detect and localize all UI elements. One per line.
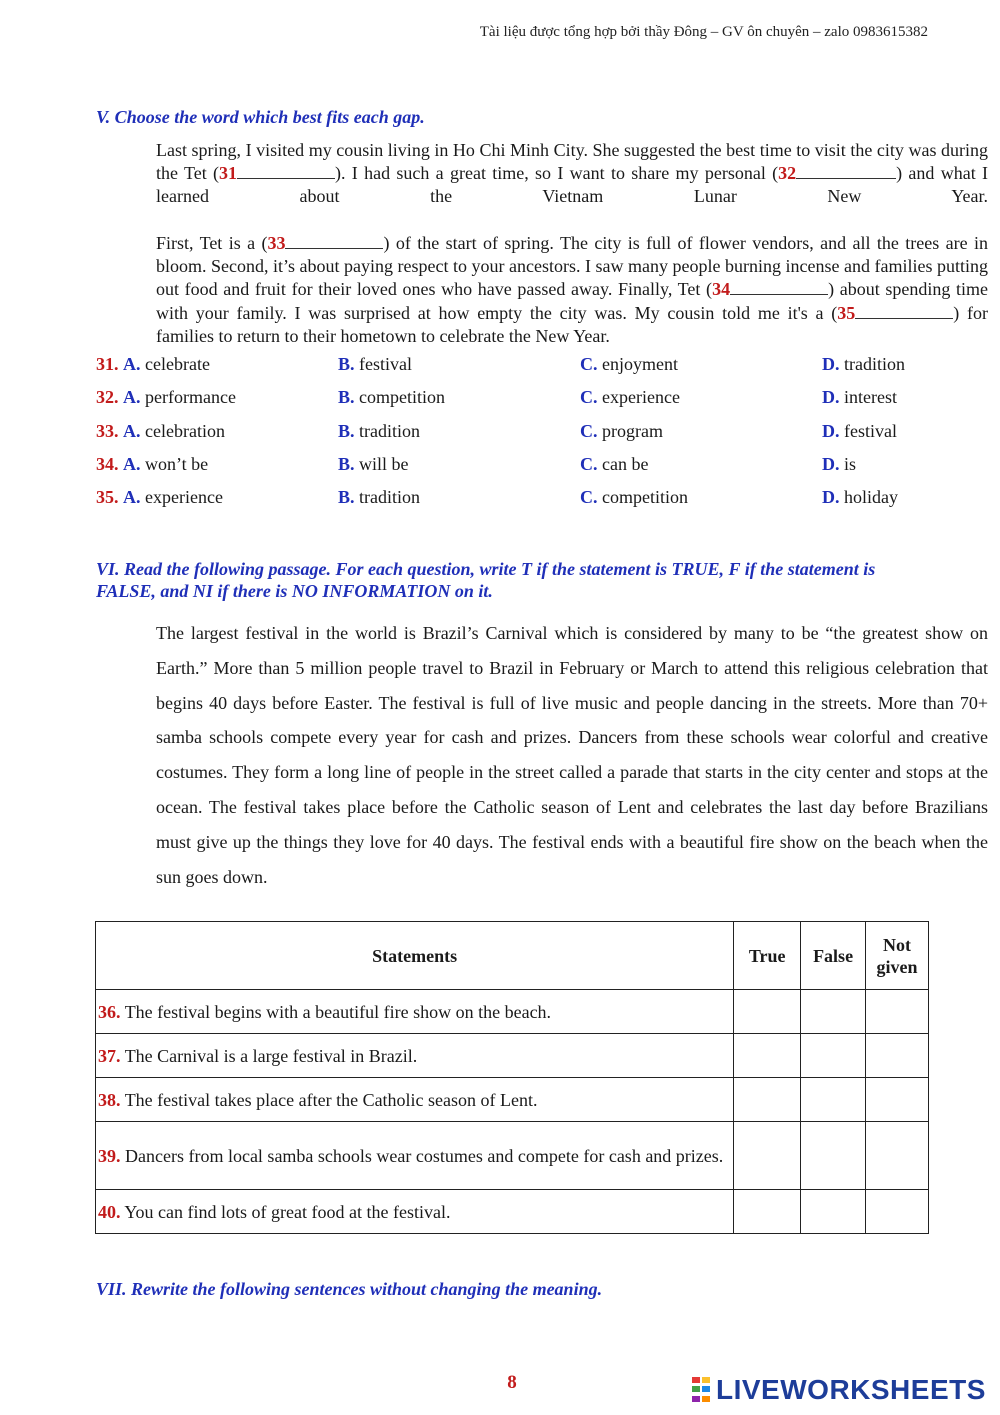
answer-cell-not-given[interactable]	[866, 1034, 929, 1078]
header-note: Tài liệu được tổng hợp bởi thầy Đông – GV ôn chuyên – zalo 0983615382	[479, 24, 928, 40]
option-31-a[interactable]	[96, 354, 210, 375]
logo-square-3	[692, 1386, 700, 1392]
answer-cell-false[interactable]	[801, 1190, 866, 1234]
p2-text-2: ) of the start of spring. The city is full of flower vendors, and all the trees are in bloom. Second, it’s about paying respect to your ancestors. I saw many people burning incense and families putting out food and fruit for their loved ones who have passed away. Finally, Tet (	[156, 233, 988, 300]
gap-blank-35[interactable]	[855, 304, 953, 319]
logo-square-5	[692, 1396, 700, 1402]
statement-text: The festival takes place after the Catholic season of Lent.	[124, 1089, 538, 1110]
option-34-a[interactable]	[96, 454, 208, 475]
logo-square-4	[702, 1386, 710, 1392]
section-6-title: VI. Read the following passage. For each question, write T if the statement is TRUE, F if the statement is FALSE, and NI if there is NO INFORMATION on it.	[96, 559, 876, 601]
option-text: celebration	[145, 420, 225, 441]
option-34-c[interactable]	[580, 454, 648, 475]
header-true: True	[734, 922, 801, 990]
logo-square-1	[692, 1377, 700, 1383]
option-text: enjoyment	[602, 354, 678, 374]
option-letter: C.	[580, 354, 598, 374]
option-text: can be	[602, 453, 649, 474]
answer-options	[96, 354, 936, 520]
answer-cell-not-given[interactable]	[866, 990, 929, 1034]
question-row-32	[96, 387, 936, 420]
option-text: program	[602, 420, 663, 441]
liveworksheets-logo-icon	[692, 1377, 712, 1403]
option-letter: C.	[580, 487, 598, 508]
question-number: 33.	[96, 420, 119, 441]
option-32-b[interactable]	[338, 387, 445, 408]
option-text: won’t be	[145, 453, 209, 474]
option-text: will be	[359, 453, 409, 474]
option-text: competition	[359, 387, 445, 408]
answer-cell-true[interactable]	[734, 990, 801, 1034]
option-33-c[interactable]	[580, 421, 663, 442]
option-34-d[interactable]	[822, 454, 856, 475]
option-text: experience	[145, 487, 223, 508]
section-5-paragraph-2	[96, 232, 988, 348]
option-35-d[interactable]	[822, 487, 898, 508]
answer-cell-true[interactable]	[734, 1122, 801, 1190]
gap-number-31: 31	[219, 163, 237, 184]
option-letter: B.	[338, 420, 355, 441]
statement-text: Dancers from local samba schools wear costumes and compete for cash and prizes.	[125, 1145, 724, 1166]
statement-36	[96, 990, 734, 1034]
gap-number-33: 33	[267, 233, 286, 253]
statement-text: The Carnival is a large festival in Brazil.	[124, 1045, 418, 1066]
answer-cell-not-given[interactable]	[866, 1078, 929, 1122]
p2-text-1: First, Tet is a (	[156, 233, 268, 253]
section-5-title: V. Choose the word which best fits each gap.	[96, 107, 425, 127]
option-text: competition	[602, 487, 688, 508]
option-letter: B.	[338, 354, 355, 374]
option-31-c[interactable]	[580, 354, 678, 375]
option-text: festival	[844, 420, 897, 441]
gap-blank-32[interactable]	[796, 164, 896, 179]
gap-blank-34[interactable]	[730, 280, 828, 295]
option-32-c[interactable]	[580, 387, 680, 408]
question-number: 34.	[96, 453, 119, 474]
option-letter: A.	[123, 387, 141, 408]
question-row-31	[96, 354, 936, 387]
option-letter: C.	[580, 453, 598, 474]
p1-text-2: ). I had such a great time, so I want to share my personal (	[335, 163, 779, 184]
p2-text-3: ) about spending time with your family. I was surprised at how empty the city was. My cousin told me it's a (	[156, 279, 988, 323]
statement-number: 38.	[98, 1089, 121, 1110]
gap-number-34: 34	[712, 279, 731, 300]
option-text: celebrate	[145, 354, 210, 374]
p1-text-3: ) and what I learned about the Vietnam Lunar New Year.	[156, 163, 989, 207]
gap-blank-33[interactable]	[285, 234, 383, 249]
statement-37	[96, 1034, 734, 1078]
statement-number: 39.	[98, 1145, 121, 1166]
question-row-35	[96, 487, 936, 520]
option-letter: A.	[123, 420, 141, 441]
answer-cell-true[interactable]	[734, 1078, 801, 1122]
answer-cell-false[interactable]	[801, 1078, 866, 1122]
gap-number-35: 35	[837, 302, 856, 323]
option-text: is	[844, 453, 857, 474]
gap-number-32: 32	[778, 163, 797, 184]
logo-text: LIVEWORKSHEETS	[716, 1374, 986, 1405]
option-text: experience	[602, 387, 680, 408]
option-text: tradition	[359, 487, 421, 508]
table-header-row	[96, 922, 929, 990]
option-letter: C.	[580, 387, 598, 408]
option-letter: B.	[338, 387, 355, 408]
option-letter: D.	[822, 420, 840, 441]
header-not-given: Not given	[866, 922, 929, 990]
option-32-d[interactable]	[822, 387, 897, 408]
option-31-d[interactable]	[822, 354, 905, 375]
p1-text-1: Last spring, I visited my cousin living in Ho Chi Minh City. She suggested the best time to visit the city was during the Tet (	[156, 140, 988, 184]
option-letter: D.	[822, 387, 840, 408]
statement-38	[96, 1078, 734, 1122]
question-row-33	[96, 421, 936, 454]
option-letter: B.	[338, 487, 355, 508]
option-33-d[interactable]	[822, 421, 897, 442]
answer-cell-not-given[interactable]	[866, 1190, 929, 1234]
statement-number: 36.	[98, 1001, 121, 1022]
p2-text-4: ) for families to return to their hometown to celebrate the New Year.	[156, 302, 989, 346]
answer-cell-false[interactable]	[801, 1122, 866, 1190]
option-letter: A.	[123, 453, 141, 474]
statement-text: You can find lots of great food at the festival.	[124, 1201, 451, 1222]
table-row	[96, 1078, 929, 1122]
liveworksheets-logo[interactable]	[692, 1374, 986, 1406]
table-row	[96, 1034, 929, 1078]
answer-cell-true[interactable]	[734, 1034, 801, 1078]
answer-cell-not-given[interactable]	[866, 1122, 929, 1190]
statement-40	[96, 1190, 734, 1234]
statement-number: 37.	[98, 1045, 121, 1066]
option-35-c[interactable]	[580, 487, 688, 508]
section-6-passage: The largest festival in the world is Brazil’s Carnival which is considered by many to be “the greatest show on Earth.” More than 5 million people travel to Brazil in February or March to attend this religious celebration that begins 40 days before Easter. The festival is full of live music and people dancing in the streets. More than 70+ samba schools compete every year for cash and prizes. Dancers from these schools wear colorful and creative costumes. They form a long line of people in the street called a parade that starts in the city center and stops at the ocean. The festival takes place before the Catholic season of Lent and celebrates the last day before Brazilians must give up the things they love for 40 days. The festival ends with a beautiful fire show on the beach when the sun goes down.	[156, 623, 988, 887]
answer-cell-false[interactable]	[801, 1034, 866, 1078]
section-5-paragraph-1	[96, 139, 988, 209]
option-letter: A.	[123, 354, 141, 374]
option-letter: D.	[822, 354, 840, 374]
option-34-b[interactable]	[338, 454, 409, 475]
option-31-b[interactable]	[338, 354, 412, 375]
question-number: 31.	[96, 354, 119, 374]
option-letter: D.	[822, 453, 840, 474]
logo-square-6	[702, 1396, 710, 1402]
option-text: performance	[145, 387, 236, 408]
option-text: holiday	[844, 487, 898, 508]
option-32-a[interactable]	[96, 387, 236, 408]
statement-text: The festival begins with a beautiful fire show on the beach.	[124, 1001, 552, 1022]
table-row	[96, 990, 929, 1034]
question-row-34	[96, 454, 936, 487]
option-letter: C.	[580, 420, 598, 441]
option-text: festival	[359, 354, 412, 374]
option-letter: B.	[338, 453, 355, 474]
option-35-a[interactable]	[96, 487, 223, 508]
page-number: 8	[507, 1372, 517, 1393]
gap-blank-31[interactable]	[237, 164, 335, 179]
option-33-a[interactable]	[96, 421, 225, 442]
option-text: tradition	[844, 354, 905, 374]
statement-39	[96, 1122, 734, 1190]
true-false-table	[95, 921, 929, 1234]
statement-number: 40.	[98, 1201, 121, 1222]
option-letter: D.	[822, 487, 840, 508]
option-text: interest	[844, 387, 897, 408]
answer-cell-true[interactable]	[734, 1190, 801, 1234]
logo-square-2	[702, 1377, 710, 1383]
table-row	[96, 1190, 929, 1234]
header-statements: Statements	[96, 922, 734, 990]
option-text: tradition	[359, 420, 421, 441]
option-35-b[interactable]	[338, 487, 420, 508]
option-letter: A.	[123, 487, 141, 508]
section-7-title: VII. Rewrite the following sentences without changing the meaning.	[96, 1279, 603, 1299]
option-33-b[interactable]	[338, 421, 420, 442]
answer-cell-false[interactable]	[801, 990, 866, 1034]
question-number: 35.	[96, 487, 119, 508]
question-number: 32.	[96, 387, 119, 408]
header-false: False	[801, 922, 866, 990]
table-row	[96, 1122, 929, 1190]
